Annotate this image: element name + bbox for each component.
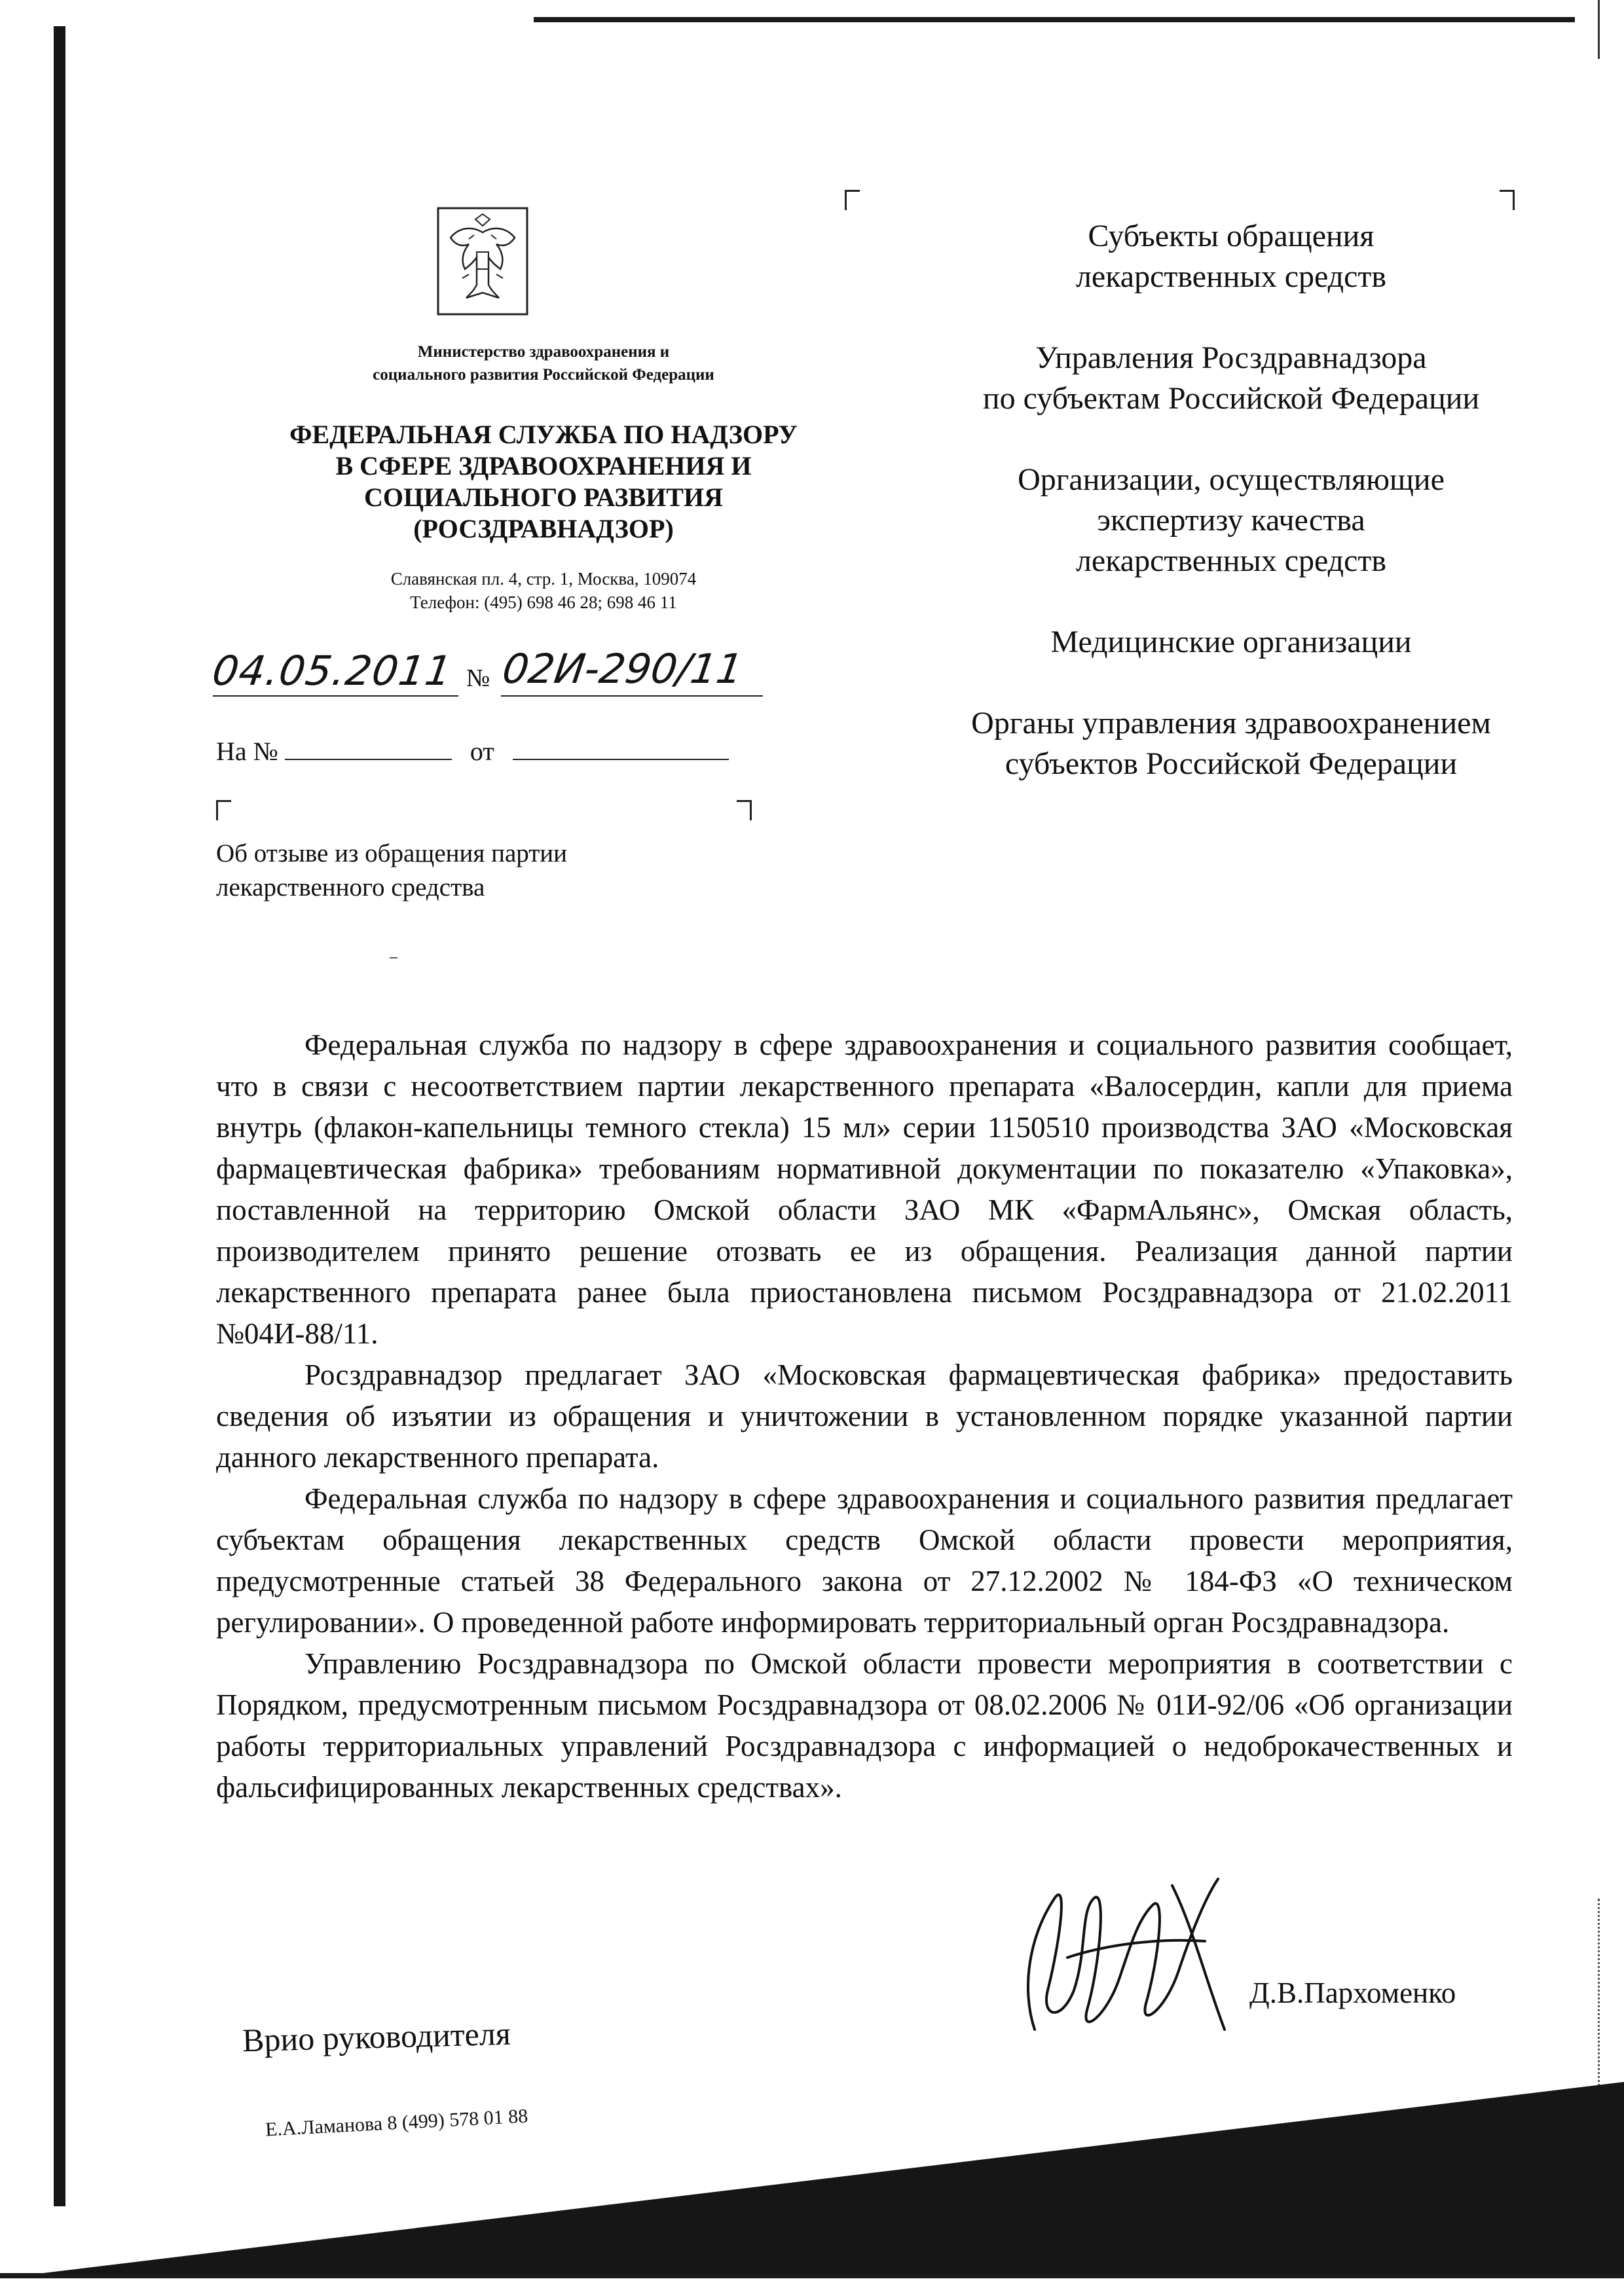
reference-line [216,736,729,767]
recipient-line: Субъекты обращения [1088,219,1375,253]
recipient-block [904,460,1559,581]
scan-bottom-shadow [0,2082,1624,2278]
recipient-line: экспертизу качества [1097,503,1365,538]
service-name [183,419,904,545]
ministry-line: Министерство здравоохранения и [417,343,670,361]
letter-subject [216,837,740,905]
phone-number: Телефон: (495) 698 46 28; 698 46 11 [410,592,677,612]
body-paragraph: Управлению Росздравнадзора по Омской области провести мероприятия в соответствии с Порядком, предусмотренным письмом Росздравнадзора от 08.02.2006 № 01И-92/06 «Об организации работы территориальных управлений Росздравнадзора с информацией о недоброкачественных и фальсифицированных лекарственных средствах». [216,1647,1513,1804]
body-paragraph: Росздравнадзор предлагает ЗАО «Московская фармацевтическая фабрика» предоставить сведения об изъятии из обращения и уничтожении в установленном порядке указанной партии данного лекарственного препарата. [216,1358,1513,1474]
executor-contact: Е.А.Ламанова 8 (499) 578 01 88 [265,2105,528,2141]
subject-line: лекарственного средства [216,873,485,902]
recipient-line: по субъектам Российской Федерации [982,381,1480,416]
recipient-block [904,622,1559,663]
recipient-block [904,703,1559,784]
recipient-block [904,216,1559,297]
recipients-corner-right [1500,190,1515,210]
body-paragraph: Федеральная служба по надзору в сфере здравоохранения и социального развития сообщает, что в связи с несоответствием партии лекарственного препарата «Валосердин, капли для приема внутрь (флакон-капельницы темного стекла) 15 мл» серии 1150510 производства ЗАО «Московская фармацевтическая фабрика» требованиям нормативной документации по показателю «Упаковка», поставленной на территорию Омской области ЗАО МК «ФармАльянс», Омская область, производителем принято решение отозвать ее из обращения. Реализация данной партии лекарственного препарата ранее была приостановлена письмом Росздравнадзора от 21.02.2011 №04И-88/11. [216,1029,1513,1350]
reference-date-blank [513,739,729,760]
body-paragraph: Федеральная служба по надзору в сфере здравоохранения и социального развития предлагает субъектам обращения лекарственных средств Омской области провести мероприятия, предусмотренные статьей 38 Федерального закона от 27.12.2002 № 184-ФЗ «О техническом регулировании». О проведенной работе информировать территориальный орган Росздравнадзора. [216,1482,1513,1639]
subject-line: Об отзыве из обращения партии [216,839,568,867]
reference-from-label: от [470,737,494,766]
handwritten-number: 02И-290/11 [499,645,746,693]
recipient-block [904,338,1559,419]
recipient-line: Организации, осуществляющие [1018,462,1445,497]
scan-left-edge [54,26,65,2206]
recipient-line: лекарственных средств [1075,259,1387,294]
service-line: В СФЕРЕ ЗДРАВООХРАНЕНИЯ И [335,451,752,481]
address-block [183,567,904,614]
subject-corner-right [737,800,752,820]
postal-address: Славянская пл. 4, стр. 1, Москва, 109074 [390,569,697,589]
coat-of-arms-icon [436,206,529,316]
ministry-name [249,340,838,386]
handwritten-signature [1008,1859,1270,2056]
scan-right-edge [1598,0,1619,59]
scan-mark [390,957,397,958]
handwritten-date: 04.05.2011 [209,647,456,695]
reference-number-blank [285,739,452,760]
service-line: ФЕДЕРАЛЬНАЯ СЛУЖБА ПО НАДЗОРУ [289,420,798,449]
ministry-line: социального развития Российской Федерации [373,366,714,384]
number-underline [501,695,763,697]
recipient-line: Органы управления здравоохранением [971,706,1491,740]
subject-corner-left [216,800,231,820]
service-line: СОЦИАЛЬНОГО РАЗВИТИЯ [364,483,723,512]
service-line: (РОСЗДРАВНАДЗОР) [413,514,674,543]
recipient-line: субъектов Российской Федерации [1005,746,1458,781]
scan-bottom-line [0,2273,1624,2278]
recipient-line: Медицинские организации [1050,625,1412,659]
signer-name: Д.В.Пархоменко [1249,1977,1456,2009]
number-label: № [466,665,490,692]
recipients-corner-left [845,190,860,210]
date-underline [213,695,458,697]
letter-body [216,1025,1513,1808]
reference-prefix: На № [216,737,278,766]
recipient-line: Управления Росздравнадзора [1035,340,1427,375]
recipient-line: лекарственных средств [1075,543,1387,578]
signer-position: Врио руководителя [242,2014,511,2059]
scan-top-line [534,17,1575,22]
recipients-list [904,216,1559,825]
